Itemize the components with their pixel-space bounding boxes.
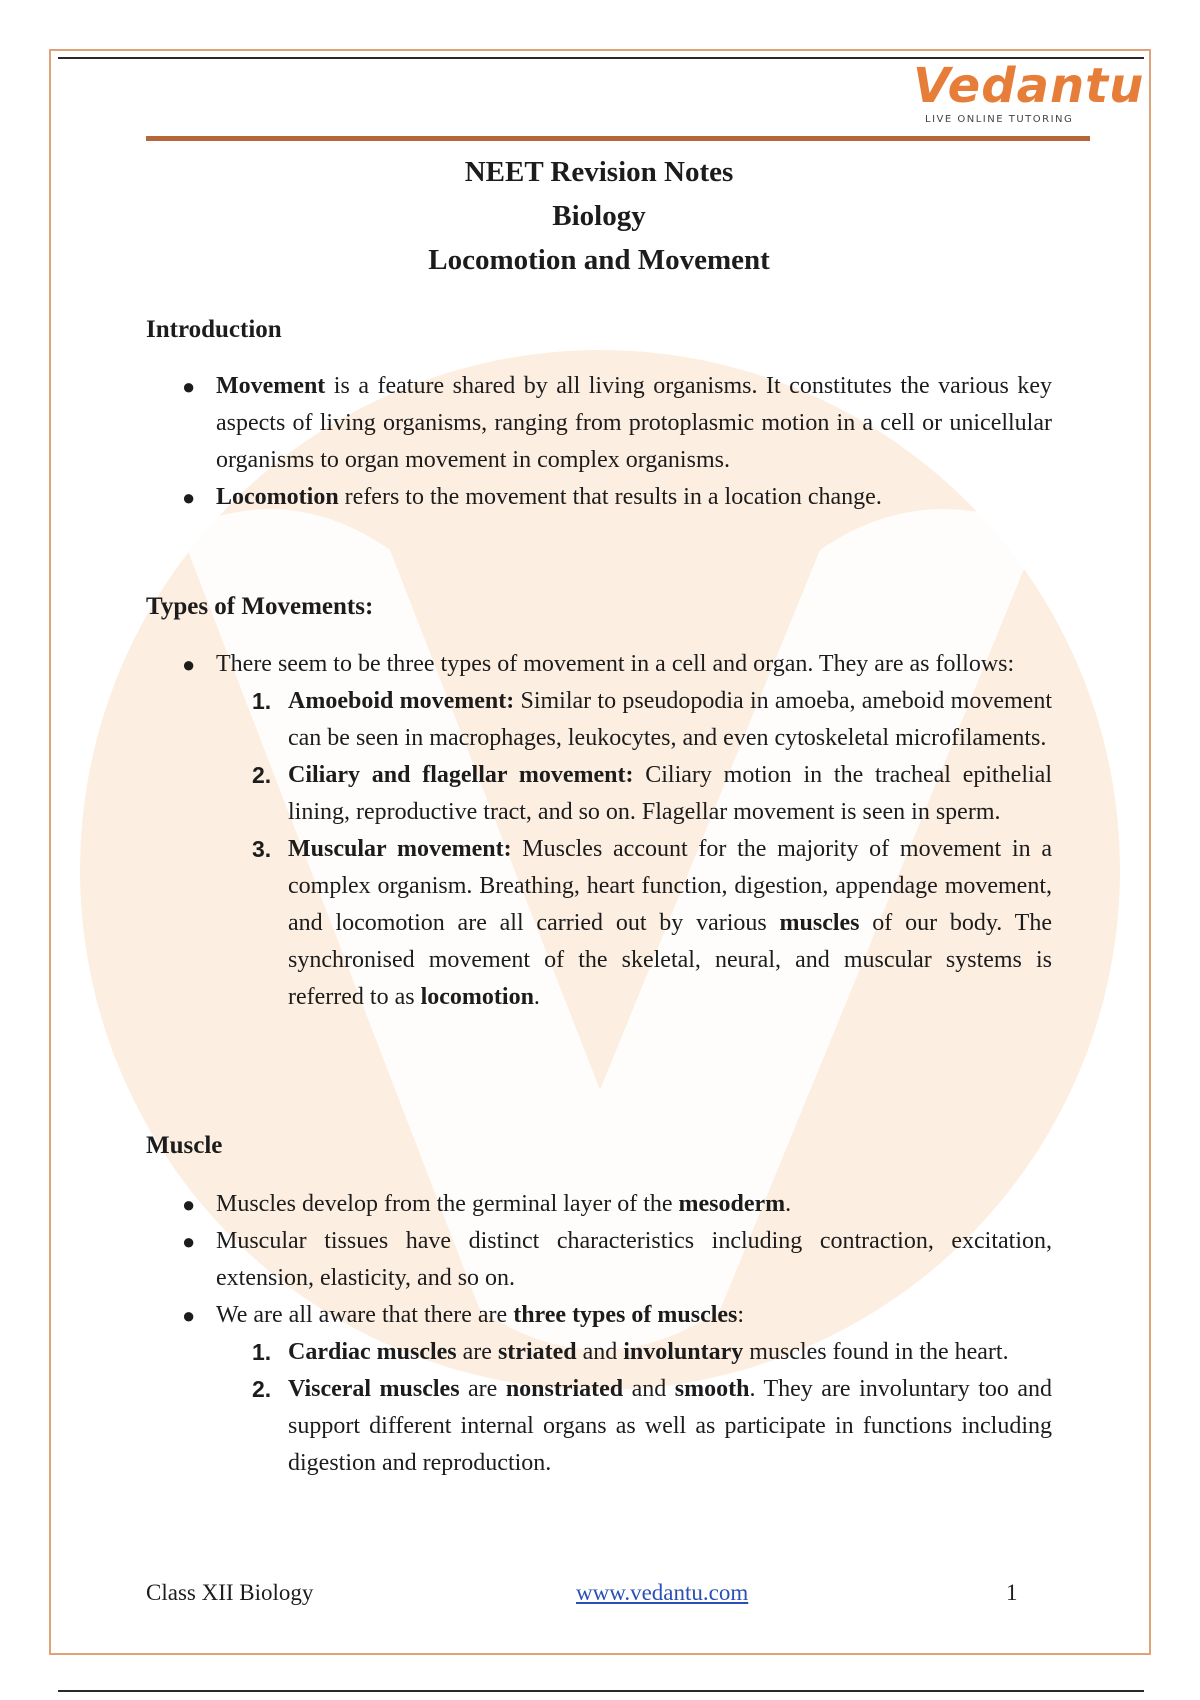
title-line-3: Locomotion and Movement — [428, 244, 770, 276]
item-text: . — [785, 1191, 792, 1217]
list-item — [252, 831, 1052, 1016]
list-item — [182, 479, 1052, 516]
item-text: muscles found in the heart. — [743, 1339, 1009, 1365]
item-text: . — [533, 984, 540, 1010]
item-text: refers to the movement that results in a location change. — [338, 484, 882, 510]
intro-list — [182, 368, 1052, 516]
item-number: 2. — [252, 1376, 272, 1402]
muscle-heading: Muscle — [146, 1132, 223, 1159]
list-item — [182, 1186, 1052, 1223]
footer-page-number: 1 — [1006, 1580, 1018, 1605]
item-text: of our body. The synchronised movement of the skeletal, neural, and muscular systems is referred to as — [288, 910, 1052, 1010]
term-locomotion: Locomotion — [216, 484, 339, 510]
vedantu-logo[interactable] — [905, 58, 1145, 130]
list-item — [182, 1223, 1052, 1297]
muscle-list — [182, 1186, 1052, 1482]
title-line-1: NEET Revision Notes — [464, 156, 734, 188]
item-text: Ciliary motion in the tracheal epithelial lining, reproductive tract, and so on. Flagellar movement is seen in sperm. — [288, 762, 1052, 825]
item-text: We are all aware that there are — [216, 1302, 514, 1328]
types-heading: Types of Movements: — [146, 593, 374, 620]
muscle-types-list — [252, 1334, 1052, 1482]
title-line-2: Biology — [552, 200, 646, 232]
item-text: are — [456, 1339, 498, 1365]
bullet-icon: ● — [182, 1229, 196, 1254]
item-text: Muscular tissues have distinct characteristics including contraction, excitation, extension, elasticity, and so on. — [216, 1228, 1052, 1291]
item-text: Muscles develop from the germinal layer of the — [216, 1191, 679, 1217]
logo-wordmark: Vedantu — [913, 58, 1145, 114]
footer-website-link[interactable]: www.vedantu.com — [576, 1580, 749, 1605]
item-number: 1. — [252, 1339, 272, 1365]
term: locomotion — [420, 984, 534, 1010]
item-text: : — [737, 1302, 745, 1328]
item-text: and — [623, 1376, 675, 1402]
list-item — [182, 1297, 1052, 1482]
term: Ciliary and flagellar movement: — [288, 762, 634, 788]
term: muscles — [779, 910, 860, 936]
intro-heading: Introduction — [146, 316, 282, 343]
term: three types of muscles — [513, 1302, 738, 1328]
list-item — [182, 646, 1052, 1016]
list-item — [252, 683, 1052, 757]
header-rule — [146, 136, 1090, 141]
item-text: Similar to pseudopodia in amoeba, ameboid movement can be seen in macrophages, leukocytes, and even cytoskeletal microfilaments. — [288, 688, 1052, 751]
title-block — [146, 150, 1052, 282]
bullet-icon: ● — [182, 652, 196, 677]
item-text: . They are involuntary too and support different internal organs as well as participate in functions including digestion and reproduction. — [288, 1376, 1052, 1476]
term: Amoeboid movement: — [288, 688, 515, 714]
bullet-icon: ● — [182, 374, 196, 399]
term: smooth — [674, 1376, 750, 1402]
list-item — [252, 1334, 1052, 1371]
bullet-icon: ● — [182, 1303, 196, 1328]
item-text: There seem to be three types of movement in a cell and organ. They are as follows: — [216, 651, 1015, 677]
item-number: 1. — [252, 688, 272, 714]
term: Muscular movement: — [288, 836, 512, 862]
bullet-icon: ● — [182, 485, 196, 510]
list-item — [182, 368, 1052, 479]
item-number: 3. — [252, 836, 272, 862]
list-item — [252, 757, 1052, 831]
item-text: are — [459, 1376, 506, 1402]
bottom-rule — [58, 1690, 1144, 1692]
item-number: 2. — [252, 762, 272, 788]
item-text: Muscles account for the majority of movement in a complex organism. Breathing, heart function, digestion, appendage movement, and locomotion are all carried out by various — [288, 836, 1052, 936]
term: mesoderm — [678, 1191, 786, 1217]
item-text: is a feature shared by all living organisms. It constitutes the various key aspects of living organisms, ranging from protoplasmic motion in a cell or unicellular organisms to organ movement in complex organisms. — [216, 373, 1052, 473]
term: involuntary — [623, 1339, 744, 1365]
term: Cardiac muscles — [288, 1339, 457, 1365]
footer-class-label: Class XII Biology — [146, 1580, 314, 1605]
term: nonstriated — [505, 1376, 624, 1402]
term-movement: Movement — [216, 373, 326, 399]
term: Visceral muscles — [288, 1376, 460, 1402]
term: striated — [497, 1339, 577, 1365]
types-list — [182, 646, 1052, 1016]
logo-tagline: LIVE ONLINE TUTORING — [925, 114, 1074, 125]
bullet-icon: ● — [182, 1192, 196, 1217]
movement-types-list — [252, 683, 1052, 1016]
item-text: and — [576, 1339, 624, 1365]
list-item — [252, 1371, 1052, 1482]
